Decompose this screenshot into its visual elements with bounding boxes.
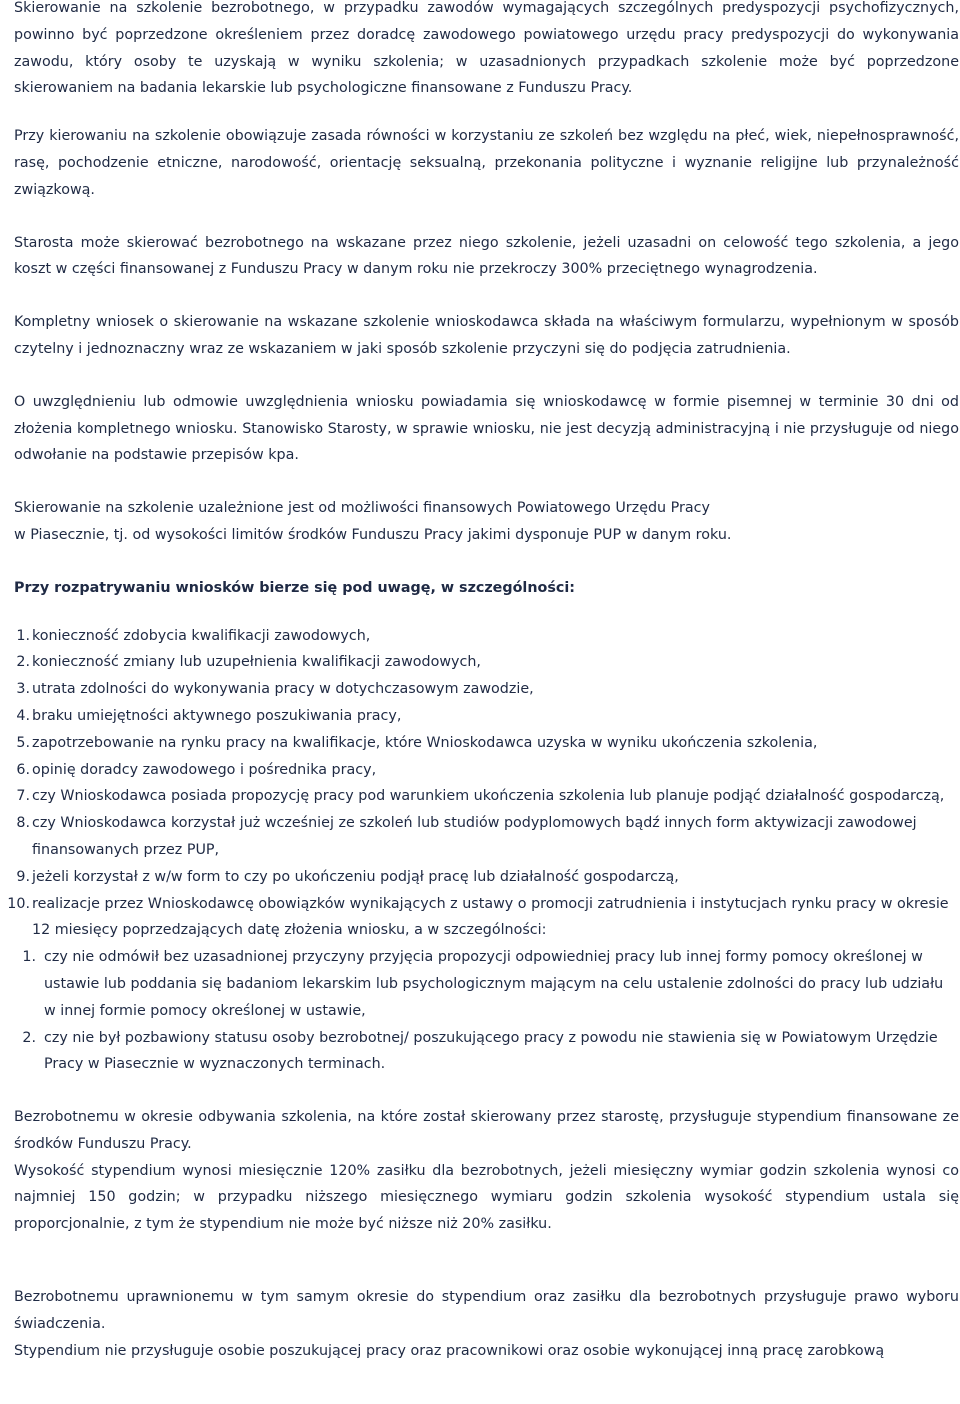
- list-item-text: opinię doradcy zawodowego i pośrednika pracy,: [32, 761, 377, 778]
- paragraph-benefit-choice: Bezrobotnemu uprawnionemu w tym samym okresie do stypendium oraz zasiłku dla bezrobotnych przysługuje prawo wyboru świadczenia.: [14, 1289, 959, 1332]
- list-item-text: konieczność zdobycia kwalifikacji zawodowych,: [32, 627, 371, 644]
- paragraph-stipend-exclusion: Stypendium nie przysługuje osobie poszukującej pracy oraz pracownikowi oraz osobie wykonującej inną pracę zarobkową: [14, 1342, 885, 1359]
- criteria-list: [7, 623, 959, 1079]
- list-item-number: 2.: [16, 654, 30, 671]
- paragraph-equality-principle: Przy kierowaniu na szkolenie obowiązuje zasada równości w korzystaniu ze szkoleń bez względu na płeć, wiek, niepełnosprawność, rasę, pochodzenie etniczne, narodowość, orientację seksualną, przekonania polityczne i wyznanie religijne lub przynależność związkową.: [14, 128, 959, 198]
- list-item: [14, 623, 959, 650]
- list-item-number: 7.: [16, 788, 30, 805]
- list-item: [14, 676, 959, 703]
- sub-list-item: [22, 944, 959, 1024]
- list-item-number: 1.: [16, 627, 30, 644]
- list-item-text: konieczność zmiany lub uzupełnienia kwalifikacji zawodowych,: [32, 654, 481, 671]
- list-item-text: czy Wnioskodawca posiada propozycję pracy pod warunkiem ukończenia szkolenia lub planuje podjąć działalność gospodarczą,: [32, 788, 945, 805]
- list-item: [14, 649, 959, 676]
- list-item: [14, 703, 959, 730]
- paragraph-stipend-amount: Wysokość stypendium wynosi miesięcznie 120% zasiłku dla bezrobotnych, jeżeli miesięczny wymiar godzin szkolenia wynosi co najmniej 150 godzin; w przypadku niższego miesięcznego wymiaru godzin szkolenia wysokość stypendium ustala się proporcjonalnie, z tym że stypendium nie może być niższe niż 20% zasiłku.: [14, 1162, 959, 1233]
- paragraph-complete-application: Kompletny wniosek o skierowanie na wskazane szkolenie wnioskodawca składa na właściwym formularzu, wypełnionym w sposób czytelny i jednoznaczny wraz ze wskazaniem w jaki sposób szkolenie przyczyni się do podjęcia zatrudnienia.: [14, 314, 959, 357]
- list-item: [14, 730, 959, 757]
- sub-criteria-list: [22, 944, 959, 1078]
- paragraph-starosta-referral: Starosta może skierować bezrobotnego na wskazane przez niego szkolenie, jeżeli uzasadni on celowość tego szkolenia, a jego koszt w części finansowanej z Funduszu Pracy w danym roku nie przekroczy 300% przeciętnego wynagrodzenia.: [14, 234, 959, 278]
- list-item: [14, 757, 959, 784]
- list-item-text: braku umiejętności aktywnego poszukiwania pracy,: [32, 707, 402, 724]
- list-item: [14, 783, 959, 810]
- list-item-text: realizacje przez Wnioskodawcę obowiązków wynikających z ustawy o promocji zatrudnienia i instytucjach rynku pracy w okresie 12 miesięcy poprzedzających datę złożenia wniosku, a w szczególności:: [32, 895, 949, 939]
- list-item-number: 9.: [16, 868, 30, 885]
- sub-list-item-text: czy nie był pozbawiony statusu osoby bezrobotnej/ poszukującego pracy z powodu nie stawienia się w Powiatowym Urzędzie Pracy w Piasecznie w wyznaczonych terminach.: [44, 1029, 938, 1073]
- list-item-number: 3.: [16, 681, 30, 698]
- paragraph-stipend-entitlement: Bezrobotnemu w okresie odbywania szkolenia, na które został skierowany przez starostę, przysługuje stypendium finansowane ze środków Funduszu Pracy.: [14, 1109, 959, 1152]
- list-item-number: 4.: [16, 707, 30, 724]
- list-item-number: 5.: [16, 734, 30, 751]
- list-item-text: zapotrzebowanie na rynku pracy na kwalifikacje, które Wnioskodawca uzyska w wyniku ukończenia szkolenia,: [32, 734, 818, 751]
- paragraph-financial-dependency-line1: Skierowanie na szkolenie uzależnione jest od możliwości finansowych Powiatowego Urzędu Pracy: [14, 500, 710, 517]
- criteria-heading: Przy rozpatrywaniu wniosków bierze się pod uwagę, w szczególności:: [14, 579, 575, 596]
- list-item-number: 8.: [16, 815, 30, 832]
- sub-list-item-number: 2.: [22, 1029, 36, 1046]
- list-item-number: 10.: [7, 895, 30, 912]
- sub-list-item: [22, 1025, 959, 1079]
- document-page: [7, 0, 959, 1364]
- paragraph-financial-dependency-line2: w Piasecznie, tj. od wysokości limitów środków Funduszu Pracy jakimi dysponuje PUP w danym roku.: [14, 526, 732, 543]
- paragraph-psychophysical-predispositions: Skierowanie na szkolenie bezrobotnego, w przypadku zawodów wymagających szczególnych predyspozycji psychofizycznych, powinno być poprzedzone określeniem przez doradcę zawodowego powiatowego urzędu pracy predyspozycji do wykonywania zawodu, który osoby te uzyskają w wyniku szkolenia; w uzasadnionych przypadkach szkolenie może być poprzedzone skierowaniem na badania lekarskie lub psychologiczne finansowane z Funduszu Pracy.: [14, 0, 959, 97]
- list-item: [14, 810, 959, 864]
- sub-list-item-number: 1.: [22, 949, 36, 966]
- sub-list-item-text: czy nie odmówił bez uzasadnionej przyczyny przyjęcia propozycji odpowiedniej pracy lub innej formy pomocy określonej w ustawie lub poddania się badaniom lekarskim lub psychologicznym mającym na celu ustalenie zdolności do pracy lub udziału w innej formie pomocy określonej w ustawie,: [44, 949, 944, 1019]
- list-item: [14, 864, 959, 891]
- list-item: [7, 891, 959, 1079]
- list-item-text: jeżeli korzystał z w/w form to czy po ukończeniu podjął pracę lub działalność gospodarczą,: [32, 868, 679, 885]
- list-item-number: 6.: [16, 761, 30, 778]
- list-item-text: czy Wnioskodawca korzystał już wcześniej ze szkoleń lub studiów podyplomowych bądź innych form aktywizacji zawodowej finansowanych przez PUP,: [32, 815, 917, 858]
- list-item-text: utrata zdolności do wykonywania pracy w dotychczasowym zawodzie,: [32, 681, 534, 698]
- paragraph-decision-notification: O uwzględnieniu lub odmowie uwzględnienia wniosku powiadamia się wnioskodawcę w formie pisemnej w terminie 30 dni od złożenia kompletnego wniosku. Stanowisko Starosty, w sprawie wniosku, nie jest decyzją administracyjną i nie przysługuje od niego odwołanie na podstawie przepisów kpa.: [14, 393, 959, 464]
